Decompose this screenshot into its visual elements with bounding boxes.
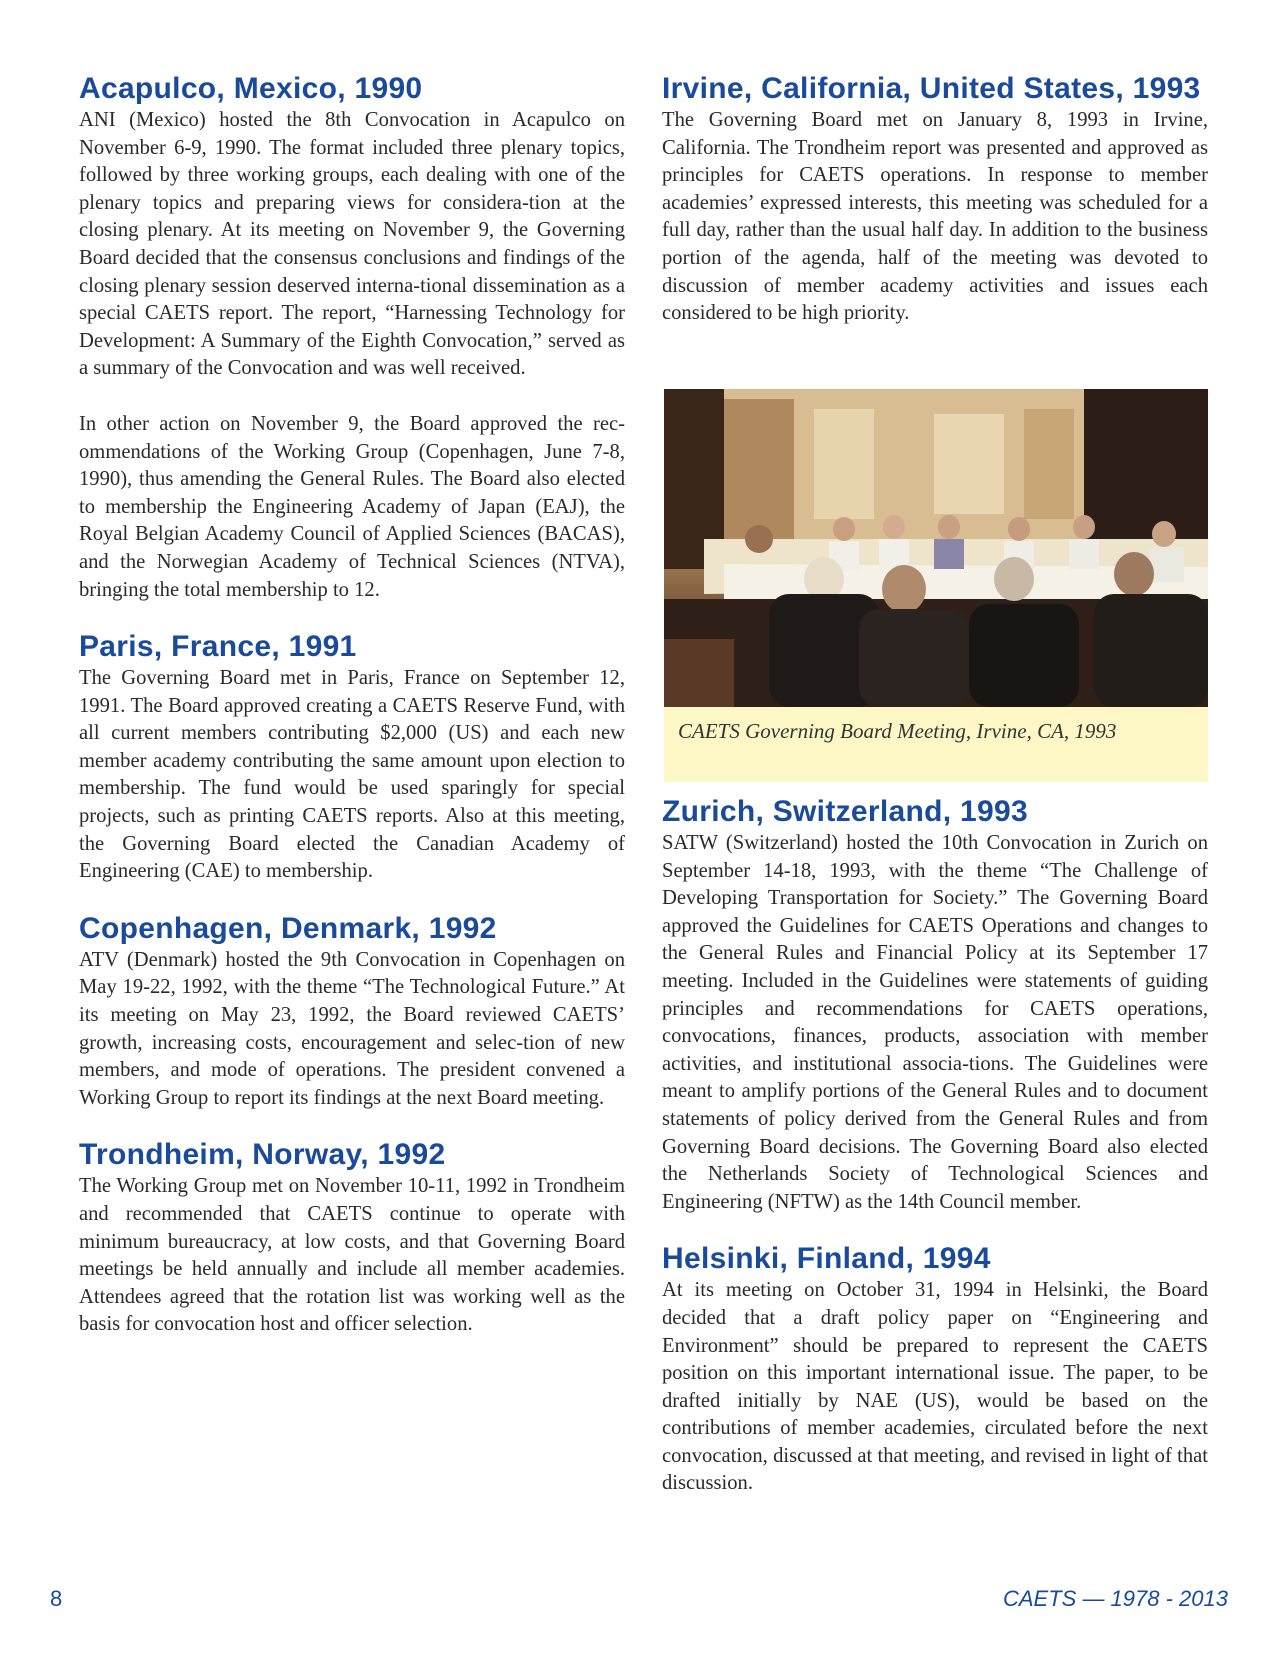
meeting-photo [664, 389, 1208, 707]
section-heading: Zurich, Switzerland, 1993 [662, 795, 1028, 828]
section-heading: Trondheim, Norway, 1992 [79, 1138, 446, 1172]
footer-title: CAETS — 1978 - 2013 [1002, 1586, 1228, 1611]
section-paris [79, 630, 625, 886]
paragraph: The Governing Board met on January 8, 1993 in Irvine, California. The Trondheim report was presented and approved as principles for CAETS operations. In response to member academies’ expressed interests, this meeting was scheduled for a full day, rather than the usual half day. In addition to the business portion of the agenda, half of the meeting was devoted to discussion of member academy activities and issues each considered to be high priority. [662, 109, 1208, 325]
paragraph: ATV (Denmark) hosted the 9th Convocation in Copenhagen on May 19-22, 1992, with the theme “The Technological Future.” At its meeting on May 23, 1992, the Board reviewed CAETS’ growth, increasing costs, encouragement and selec-tion of new members, and mode of operations. The president convened a Working Group to report its findings at the next Board meeting. [79, 948, 625, 1109]
page-number: 8 [50, 1586, 63, 1611]
section-helsinki [662, 1242, 1208, 1498]
right-column [662, 72, 1208, 328]
section-heading: Paris, France, 1991 [79, 630, 357, 664]
photo-figure [664, 389, 1208, 782]
right-column-lower [662, 795, 1208, 1498]
section-heading: Irvine, California, United States, 1993 [662, 72, 1201, 105]
section-zurich [662, 795, 1208, 1216]
paragraph: The Working Group met on November 10-11, 1992 in Trondheim and recommended that CAETS continue to operate with minimum bureaucracy, at low costs, and that Governing Board meetings be held annually and include all member academies. Attendees agreed that the rotation list was working well as the basis for convocation host and officer selection. [79, 1175, 625, 1336]
paragraph: At its meeting on October 31, 1994 in Helsinki, the Board decided that a draft policy paper on “Engineering and Environment” should be prepared to represent the CAETS position on this important international issue. The paper, to be drafted initially by NAE (US), would be based on the contributions of member academies, circulated before the next convocation, discussed at that meeting, and revised in light of that discussion. [662, 1279, 1208, 1495]
section-acapulco [79, 72, 625, 604]
photo-caption: CAETS Governing Board Meeting, Irvine, CA, 1993 [678, 719, 1117, 743]
paragraph: ANI (Mexico) hosted the 8th Convocation in Acapulco on November 6-9, 1990. The format included three plenary topics, followed by three working groups, each dealing with one of the plenary topics and preparing views for considera-tion at the closing plenary. At its meeting on November 9, the Governing Board decided that the consensus conclusions and findings of the closing plenary session deserved interna-tional dissemination as a special CAETS report. The report, “Harnessing Technology for Development: A Summary of the Eighth Convocation,” served as a summary of the Convocation and was well received. [79, 109, 625, 380]
paragraph: The Governing Board met in Paris, France on September 12, 1991. The Board approved creating a CAETS Reserve Fund, with all current members contributing $2,000 (US) and each new member academy contributing the same amount upon election to membership. The fund would be used sparingly for special projects, such as printing CAETS reports. Also at this meeting, the Governing Board elected the Canadian Academy of Engineering (CAE) to membership. [79, 667, 625, 883]
left-column [79, 72, 625, 1339]
paragraph: In other action on November 9, the Board approved the rec-ommendations of the Working Group (Copenhagen, June 7-8, 1990), thus amending the General Rules. The Board also elected to membership the Engineering Academy of Japan (EAJ), the Royal Belgian Academy Council of Applied Sciences (BACAS), and the Norwegian Academy of Technical Sciences (NTVA), bringing the total membership to 12. [79, 412, 625, 601]
section-heading: Acapulco, Mexico, 1990 [79, 72, 423, 105]
section-irvine [662, 72, 1208, 328]
section-heading: Helsinki, Finland, 1994 [662, 1242, 991, 1276]
section-heading: Copenhagen, Denmark, 1992 [79, 911, 497, 945]
section-copenhagen [79, 912, 625, 1113]
paragraph: SATW (Switzerland) hosted the 10th Convocation in Zurich on September 14-18, 1993, with the theme “The Challenge of Developing Transportation for Society.” The Governing Board approved the Guidelines for CAETS Operations and changes to the General Rules and Financial Policy at its September 17 meeting. Included in the Guidelines were statements of guiding principles and recommendations for CAETS operations, convocations, finances, products, association with member activities, and institutional associa-tions. The Guidelines were meant to amplify portions of the General Rules and to document statements of policy derived from the General Rules and from Governing Board decisions. The Governing Board also elected the Netherlands Society of Technological Sciences and Engineering (NFTW) as the 14th Council member. [662, 832, 1208, 1213]
section-trondheim [79, 1138, 625, 1339]
